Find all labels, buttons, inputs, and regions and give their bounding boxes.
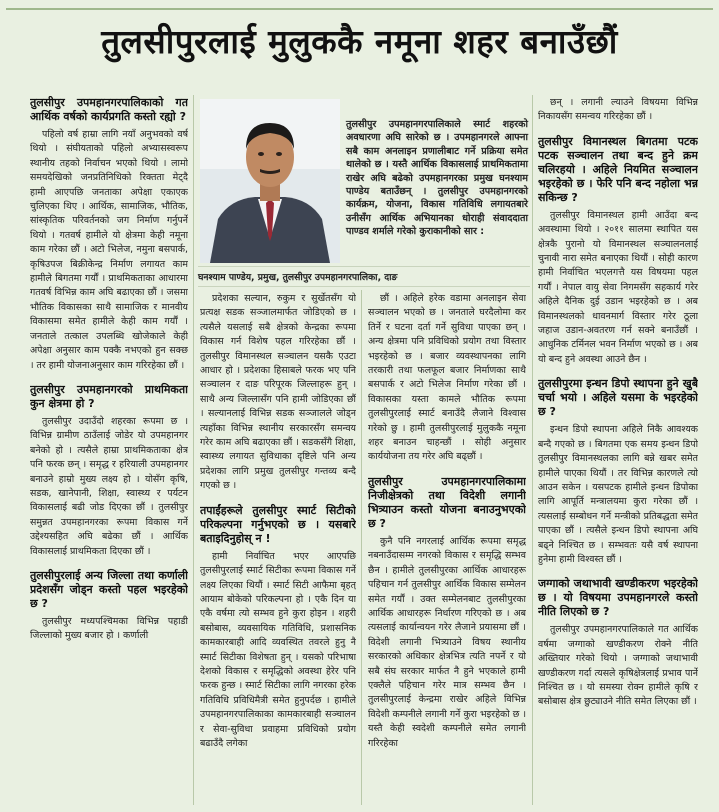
answer-paragraph: तुलसीपुर उपमहानगरपालिकाले गत आर्थिक वर्षमा जग्गाको खण्डीकरण रोक्ने नीति अख्तियार गरेको थियो । जग्गाको जथाभावी खण्डीकरण गर्दा त्यसले कृषिक्षेत्रलाई प्रभाव पार्ने निश्चित छ । यो समस्या रोक्न हामीले कृषि र बसोबास क्षेत्र छुट्याउने नीति समेत लिएका छौं । (538, 624, 698, 708)
column-1 (30, 96, 188, 808)
answer-paragraph: छौं । अहिले हरेक वडामा अनलाइन सेवा सञ्चालन भएको छ । जनताले घरदैलोमा कर तिर्ने र घटना दर्ता गर्ने सुविधा पाएका छन् । अन्य क्षेत्रमा पनि प्रविधिको प्रयोग तथा विस्तार भइरहेको छ । बजार व्यवस्थापनका लागि तरकारी तथा फलफूल बजार निर्माणका साथै बसपार्क र अटो भिलेज निर्माण गरेका छौं । विकासका यस्ता कामले भौतिक रूपमा तुलसीपुरलाई स्मार्ट बनाउँदै लैजाने विश्वास गरेको छु । हामी तुलसीपुरलाई मुलुककै नमूना शहर बनाउन चाहन्छौं । सोही अनुसार कार्ययोजना तय गरेर अघि बढ्छौं । (368, 293, 526, 463)
answer-paragraph: तुलसीपुर विमानस्थल हामी आउँदा बन्द अवस्थामा थियो । २०११ सालमा स्थापित यस क्षेत्रकै पुरानो यो विमानस्थल सञ्चालनलाई चुनावी नारा समेत बनाएका थियौं । सोही कारण हामी निर्वाचित भएलगत्तै यस विषयमा पहल गर्यौं । नेपाल वायु सेवा निगमसँग सहकार्य गरेर अहिले दैनिक दुई उडान भइरहेको छ । अब विमानस्थलको धावनमार्ग विस्तार गरेर ठूला जहाज उडान-अवतरण गर्न सक्ने बनाउँछौं । आधुनिक टर्मिनल भवन निर्माण भएको छ । अब यो बन्द हुने अवस्था आउने छैन । (538, 209, 698, 365)
headline: तुलसीपुरलाई मुलुककै नमूना शहर बनाउँछौं (101, 22, 618, 61)
column-divider (193, 95, 194, 805)
column-3 (368, 292, 526, 808)
answer-paragraph: तुलसीपुर मध्यपश्चिमका विभिन्न पहाडी जिल्लाको मुख्य बजार हो । कर्णाली (30, 615, 188, 642)
photo-caption: घनश्याम पाण्डेय, प्रमुख, तुलसीपुर उपमहानगरपालिका, दाङ (198, 266, 530, 287)
answer-paragraph: प्रदेशका सल्यान, रुकुम र सुर्खेतसँग यो प्रत्यक्ष सडक सञ्जालमार्फत जोडिएको छ । त्यसैले यसलाई सबै क्षेत्रको केन्द्रका रूपमा विकास गर्न विशेष पहल गरिरहेका छौं । तुलसीपुर विमानस्थल सञ्चालन यसकै एउटा आधार हो । प्रदेशका हिसाबले फरक भए पनि सञ्चालन र दाङ परिपूरक जिल्लाहरू हुन् । साथै अन्य जिल्लासँग पनि हामी जोडिएका छौं । सल्यानलाई विभिन्न सडक सञ्जालले जोड्न त्यहाँका विभिन्न स्थानीय सरकारसँग समन्वय गरेर काम अघि बढाएका छौं । सडकसँगै शिक्षा, स्वास्थ्य लगायत सुविधाका दृष्टिले पनि अन्य प्रदेशका लागि प्रमुख तुलसीपुर गन्तव्य बन्दै गएको छ । (200, 293, 356, 492)
question-heading: तुलसीपुर विमानस्थल बिगतमा पटक पटक सञ्चालन तथा बन्द हुने क्रम चलिरहयो । अहिले नियमित सञ्चालन भइरहेको छ । फेरि पनि बन्द नहोला भन्न सकिन्छ ? (538, 134, 698, 204)
question-heading: तुलसीपुर उपमहानगरपालिकामा निजीक्षेत्रको तथा विदेशी लगानी भित्र्याउन कस्तो योजना बनाउनुभएको छ ? (368, 474, 526, 530)
column-divider (361, 290, 362, 805)
portrait-photo (200, 99, 340, 263)
column-2 (200, 292, 356, 808)
question-heading: तुलसीपुरलाई अन्य जिल्ला तथा कर्णाली प्रदेशसँग जोड्न कस्तो पहल भइरहेको छ ? (30, 568, 188, 610)
answer-paragraph: पहिलो वर्ष हाम्रा लागि नयाँ अनुभवको वर्ष थियो । संघीयताको पहिलो अभ्यासस्वरूप स्थानीय तहको निर्वाचन भएको थियो । लामो समयदेखिको जनप्रतिनिधिको रिक्तता मेट्दै हामी आएपछि जनताका अपेक्षा एकाएक चुलिएका थिए । आर्थिक, सामाजिक, भौतिक, सांस्कृतिक परिवर्तनको जग निर्माण गर्नुपर्ने थियो । गतवर्ष हामीले यो क्षेत्रमा केही नमूना काम गरेका छौं । अटो भिलेज, नमुना बसपार्क, कृषिउपज बिक्रीकेन्द्र निर्माण लगायत काम हामीले बिगतमा गर्यौं । प्राथमिकताका आधारमा गतवर्ष विभिन्न काम अघि बढाएका छौं । जसमा भौतिक विकासका साथै सामाजिक र मानवीय विकासमा समेत हामीले केही काम गर्यौं । जनताले तत्काल उपलब्धि खोजेकाले केही अपेक्षा अनुसार काम पक्कै नभएको हुन सक्छ । तर हामी योजनाअनुसार काम गरिरहेका छौं । (30, 129, 188, 371)
question-heading: जग्गाको जथाभावी खण्डीकरण भइरहेको छ । यो विषयमा उपमहानगरले कस्तो नीति लिएको छ ? (538, 577, 698, 619)
column-4 (538, 96, 698, 808)
answer-paragraph: इन्धन डिपो स्थापना अहिले निकै आवश्यक बन्दै गएको छ । बिगतमा एक समय इन्धन डिपो तुलसीपुर विमानस्थलका लागि बन्ने खबर समेत हामीले पाएका थियौं । तर विभिन्न कारणले त्यो आउन सकेन । यसपटक हामीले इन्धन डिपोका लागि आपूर्ति मन्त्रालयमा कुरा गरेका छौं । त्यसलाई सम्बोधन गर्ने मन्त्रीको प्रतिबद्धता समेत पाएका छौं । त्यसैले इन्धन डिपो स्थापना अघि बढ्ने निश्चित छ । सम्भवतः यसै वर्ष स्थापना हुनेमा हामी विश्वस्त छौं । (538, 424, 698, 565)
column-divider (532, 95, 533, 805)
answer-paragraph: छन् । लगानी ल्याउने विषयमा विभिन्न निकायसँग समन्वय गरिरहेका छौं । (538, 97, 698, 123)
top-rule (6, 8, 713, 10)
portrait-illustration (200, 99, 340, 263)
answer-paragraph: हामी निर्वाचित भएर आएपछि तुलसीपुरलाई स्मार्ट सिटीका रूपमा विकास गर्ने लक्ष्य लिएका थियौं । स्मार्ट सिटी आफैमा बृहत् आयाम बोकेको परिकल्पना हो । एकै दिन या एकै वर्षमा त्यो सम्भव हुने कुरा होइन । शहरी बसोबास, व्यवसायिक गतिविधि, प्रशासनिक कामकारबाही आदि व्यवस्थित तवरले हुनु नै स्मार्ट सिटीका विशेषता हुन् । यसको परिभाषा देशको विकास र समृद्धिको अवस्था हेरेर पनि फरक हुन्छ । स्मार्ट सिटीका लागि नगरका हरेक गतिविधि प्रविधिमैत्री समेत हुनुपर्दछ । हामीले उपमहानगरपालिकाका कामकारबाही सञ्चालन र सेवा-सुविधा प्रवाहमा प्रविधिको प्रयोग बढाउँदै लगेका (200, 550, 356, 749)
question-heading: तुलसीपुर उपमहानगरपालिकाको गत आर्थिक वर्षको कार्यप्रगति कस्तो रह्यो ? (30, 96, 188, 123)
pull-quote: तुलसीपुर उपमहानगरपालिकाले स्मार्ट शहरको अवधारणा अघि सारेको छ । उपमहानगरले आफ्ना सबै काम अनलाइन प्रणालीबाट गर्ने प्रक्रिया समेत थालेको छ । यस्तै आर्थिक विकासलाई प्राथमिकतामा राखेर अघि बढेको उपमहानगरका प्रमुख घनश्याम पाण्डेय बताउँछन् । तुलसीपुर उपमहानगरको कार्यक्रम, योजना, विकास गतिविधि लगायतबारे उनीसँग आर्थिक अभियानका धोराही संवाददाता पाण्डव शर्माले गरेको कुराकानीको सार : (346, 119, 528, 238)
answer-paragraph: कुनै पनि नगरलाई आर्थिक रूपमा समृद्ध नबनाउँदासम्म नगरको विकास र समृद्धि सम्भव छैन । हामीले तुलसीपुरका आर्थिक आधारहरू पहिचान गर्न तुलसीपुर आर्थिक विकास सम्मेलन समेत गर्यौं । उक्त सम्मेलनबाट तुलसीपुरका आर्थिक आधारहरू निर्धारण गरिएको छ । अब त्यसलाई कार्यान्वयन गरेर लैजाने प्रयासमा छौं । विदेशी लगानी भित्र्याउने विषय स्थानीय सरकारको अधिकार क्षेत्रभित्र त्यति नपर्ने र यो सबै संघ सरकार मार्फत नै हुने भएकाले हामी एक्लैले पहिचान गरेर मात्र सम्भव छैन । तुलसीपुरलाई केन्द्रमा राखेर अहिले विभिन्न विदेशी कम्पनीले लगानी गर्ने कुरा भइरहेको छ । यस्तै केही स्वदेशी कम्पनीले समेत लगानी गरिरहेका (368, 535, 526, 749)
question-heading: तुलसीपुर उपमहानगरको प्राथमिकता कुन क्षेत्रमा हो ? (30, 382, 188, 410)
answer-paragraph: तुलसीपुर उदाउँदो शहरका रूपमा छ । विभिन्न ग्रामीण ठाउँलाई जोडेर यो उपमहानगर बनेको हो । त्यसैले हाम्रा प्राथमिकताका क्षेत्र पनि फरक छन् । समृद्ध र हरियाली उपमहानगर बनाउने हाम्रो मुख्य लक्ष्य हो । योसँग कृषि, सडक, खानेपानी, शिक्षा, स्वास्थ्य र पर्यटन विकासलाई बढी जोड दिएका छौं । तुलसीपुर समुन्नत उपमहानगरका रूपमा विकास गर्ने उद्देश्यसहित अघि बढेका छौं । आर्थिक विकासलाई प्राथमिकता दिएका छौं । (30, 415, 188, 557)
question-heading: तुलसीपुरमा इन्धन डिपो स्थापना हुने खुबै चर्चा भयो । अहिले यसमा के भइरहेको छ ? (538, 377, 698, 419)
question-heading: तपाईंहरूले तुलसीपुर स्मार्ट सिटीको परिकल्पना गर्नुभएको छ । यसबारे बताइदिनुहोस् न ! (200, 503, 356, 545)
